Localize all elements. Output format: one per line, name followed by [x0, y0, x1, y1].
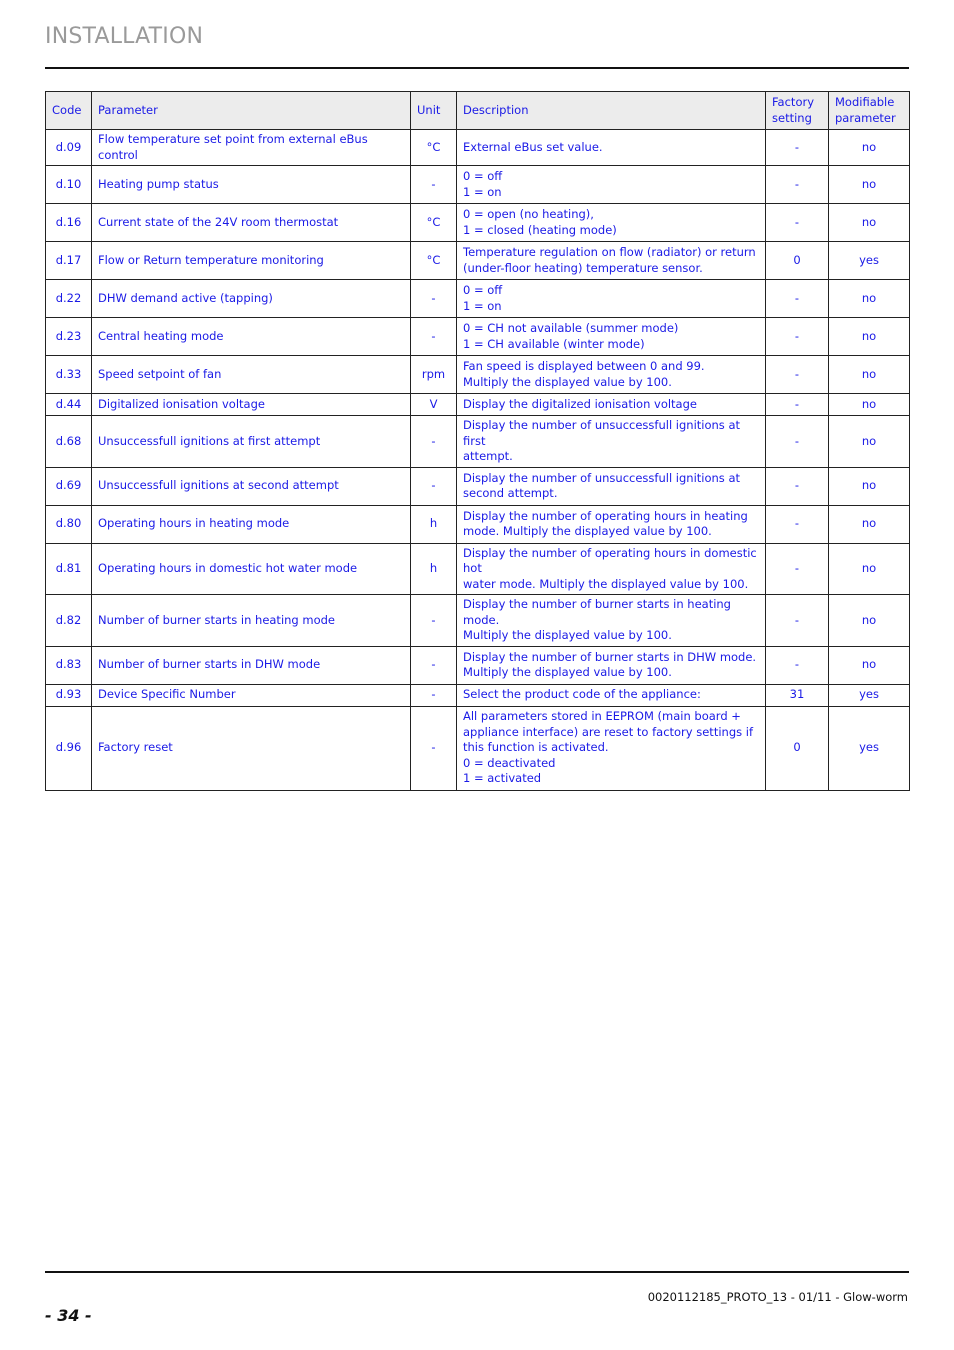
description-line: 0 = off: [463, 169, 503, 183]
cell-unit: -: [411, 646, 457, 684]
table-row: [46, 280, 910, 318]
description-line: Multiply the displayed value by 100.: [463, 665, 672, 679]
cell-parameter: Number of burner starts in DHW mode: [92, 646, 411, 684]
description-line: attempt.: [463, 449, 513, 463]
cell-modifiable: no: [829, 394, 910, 416]
description-line: Multiply the displayed value by 100.: [463, 374, 672, 389]
page-title: INSTALLATION: [45, 24, 204, 49]
cell-unit: -: [411, 318, 457, 356]
page-number: - 34 -: [45, 1306, 92, 1325]
cell-parameter: Flow temperature set point from external eBus control: [92, 130, 411, 166]
cell-factory-setting: -: [766, 394, 829, 416]
description-line: (under-floor heating) temperature sensor.: [463, 260, 703, 275]
description-line: Display the digitalized ionisation voltage: [463, 396, 697, 411]
header-modifiable-line-2: parameter: [835, 110, 896, 125]
description-line: Multiply the displayed value by 100.: [463, 628, 672, 642]
description-line: 1 = on: [463, 184, 502, 199]
cell-factory-setting: -: [766, 416, 829, 468]
cell-code: d.68: [46, 416, 92, 468]
header-parameter: Parameter: [92, 92, 411, 130]
table-row: [46, 684, 910, 706]
cell-factory-setting: -: [766, 318, 829, 356]
cell-code: d.23: [46, 318, 92, 356]
cell-modifiable: no: [829, 646, 910, 684]
cell-description: [457, 394, 766, 416]
description-line: water mode. Multiply the displayed value by 100.: [463, 576, 749, 591]
header-factory-line-1: Factory: [772, 95, 815, 109]
table-row: [46, 646, 910, 684]
cell-unit: h: [411, 505, 457, 543]
cell-factory-setting: 31: [766, 684, 829, 706]
cell-modifiable: yes: [829, 242, 910, 280]
description-line: External eBus set value.: [463, 139, 603, 154]
description-line: second attempt.: [463, 486, 558, 500]
cell-parameter: Operating hours in domestic hot water mode: [92, 543, 411, 595]
cell-unit: °C: [411, 242, 457, 280]
description-line: mode. Multiply the displayed value by 100.: [463, 524, 712, 538]
cell-code: d.69: [46, 467, 92, 505]
cell-unit: -: [411, 467, 457, 505]
cell-modifiable: no: [829, 204, 910, 242]
description-line: this function is activated.: [463, 740, 609, 755]
cell-unit: V: [411, 394, 457, 416]
description-line: Display the number of unsuccessfull ignitions at first: [463, 418, 741, 448]
header-code: Code: [46, 92, 92, 130]
cell-description: [457, 280, 766, 318]
cell-parameter: Current state of the 24V room thermostat: [92, 204, 411, 242]
footer-divider: [45, 1271, 909, 1273]
cell-code: d.81: [46, 543, 92, 595]
cell-unit: rpm: [411, 356, 457, 394]
cell-parameter: Central heating mode: [92, 318, 411, 356]
description-line: Display the number of operating hours in heating: [463, 508, 748, 523]
cell-factory-setting: -: [766, 543, 829, 595]
cell-modifiable: no: [829, 416, 910, 468]
cell-parameter: Number of burner starts in heating mode: [92, 595, 411, 647]
cell-modifiable: no: [829, 505, 910, 543]
cell-code: d.22: [46, 280, 92, 318]
table-row: [46, 416, 910, 468]
description-line: 1 = on: [463, 298, 502, 313]
cell-unit: -: [411, 416, 457, 468]
cell-parameter: DHW demand active (tapping): [92, 280, 411, 318]
table-header-row: [46, 92, 910, 130]
cell-modifiable: no: [829, 166, 910, 204]
cell-code: d.96: [46, 706, 92, 790]
cell-description: [457, 706, 766, 790]
table-row: [46, 706, 910, 790]
cell-parameter: Unsuccessfull ignitions at second attempt: [92, 467, 411, 505]
description-line: Fan speed is displayed between 0 and 99.: [463, 359, 705, 373]
cell-factory-setting: -: [766, 166, 829, 204]
description-line: 1 = closed (heating mode): [463, 222, 617, 237]
cell-factory-setting: -: [766, 130, 829, 166]
cell-modifiable: no: [829, 543, 910, 595]
cell-modifiable: no: [829, 595, 910, 647]
cell-factory-setting: -: [766, 356, 829, 394]
cell-description: [457, 505, 766, 543]
cell-unit: °C: [411, 130, 457, 166]
cell-description: [457, 356, 766, 394]
cell-factory-setting: -: [766, 204, 829, 242]
cell-parameter: Speed setpoint of fan: [92, 356, 411, 394]
cell-parameter: Digitalized ionisation voltage: [92, 394, 411, 416]
table-row: [46, 394, 910, 416]
cell-unit: -: [411, 684, 457, 706]
header-factory-setting: [766, 92, 829, 130]
table-body: [46, 130, 910, 791]
cell-code: d.33: [46, 356, 92, 394]
table-row: [46, 505, 910, 543]
cell-factory-setting: -: [766, 505, 829, 543]
cell-factory-setting: 0: [766, 706, 829, 790]
cell-modifiable: no: [829, 130, 910, 166]
table-row: [46, 318, 910, 356]
description-line: 0 = open (no heating),: [463, 207, 594, 221]
table-row: [46, 130, 910, 166]
cell-factory-setting: -: [766, 280, 829, 318]
cell-modifiable: yes: [829, 706, 910, 790]
description-line: 0 = CH not available (summer mode): [463, 321, 679, 335]
table-row: [46, 467, 910, 505]
cell-unit: -: [411, 166, 457, 204]
cell-parameter: Flow or Return temperature monitoring: [92, 242, 411, 280]
description-line: 0 = deactivated: [463, 755, 556, 770]
cell-unit: -: [411, 595, 457, 647]
cell-unit: -: [411, 706, 457, 790]
cell-description: [457, 318, 766, 356]
cell-description: [457, 416, 766, 468]
header-description: Description: [457, 92, 766, 130]
cell-factory-setting: -: [766, 595, 829, 647]
cell-description: [457, 595, 766, 647]
table-row: [46, 242, 910, 280]
cell-factory-setting: -: [766, 646, 829, 684]
header-modifiable-line-1: Modifiable: [835, 95, 895, 109]
description-line: appliance interface) are reset to factory settings if: [463, 724, 754, 739]
cell-factory-setting: 0: [766, 242, 829, 280]
cell-code: d.80: [46, 505, 92, 543]
cell-code: d.10: [46, 166, 92, 204]
cell-description: [457, 166, 766, 204]
cell-description: [457, 684, 766, 706]
cell-description: [457, 130, 766, 166]
parameters-table: [45, 91, 910, 791]
description-line: Display the number of unsuccessfull ignitions at: [463, 470, 741, 485]
cell-unit: h: [411, 543, 457, 595]
cell-description: [457, 242, 766, 280]
cell-parameter: Heating pump status: [92, 166, 411, 204]
cell-factory-setting: -: [766, 467, 829, 505]
description-line: All parameters stored in EEPROM (main board +: [463, 709, 741, 724]
cell-code: d.17: [46, 242, 92, 280]
cell-code: d.09: [46, 130, 92, 166]
description-line: 1 = CH available (winter mode): [463, 336, 645, 351]
table-row: [46, 543, 910, 595]
table-row: [46, 595, 910, 647]
header-divider: [45, 67, 909, 69]
description-line: Display the number of burner starts in DHW mode.: [463, 649, 757, 664]
cell-unit: °C: [411, 204, 457, 242]
table-row: [46, 356, 910, 394]
cell-modifiable: no: [829, 356, 910, 394]
cell-code: d.16: [46, 204, 92, 242]
cell-modifiable: yes: [829, 684, 910, 706]
cell-description: [457, 204, 766, 242]
description-line: Display the number of burner starts in heating mode.: [463, 597, 731, 627]
cell-code: d.83: [46, 646, 92, 684]
cell-modifiable: no: [829, 318, 910, 356]
cell-code: d.93: [46, 684, 92, 706]
header-factory-line-2: setting: [772, 110, 812, 125]
cell-code: d.44: [46, 394, 92, 416]
cell-unit: -: [411, 280, 457, 318]
description-line: Display the number of operating hours in domestic hot: [463, 545, 757, 575]
cell-description: [457, 646, 766, 684]
cell-code: d.82: [46, 595, 92, 647]
description-line: 1 = activated: [463, 771, 542, 786]
cell-parameter: Operating hours in heating mode: [92, 505, 411, 543]
cell-modifiable: no: [829, 467, 910, 505]
header-modifiable-parameter: [829, 92, 910, 130]
header-unit: Unit: [411, 92, 457, 130]
cell-description: [457, 467, 766, 505]
cell-parameter: Factory reset: [92, 706, 411, 790]
document-reference: 0020112185_PROTO_13 - 01/11 - Glow-worm: [647, 1290, 908, 1304]
cell-description: [457, 543, 766, 595]
description-line: 0 = off: [463, 283, 503, 297]
table-row: [46, 166, 910, 204]
cell-parameter: Device Specific Number: [92, 684, 411, 706]
cell-parameter: Unsuccessfull ignitions at first attempt: [92, 416, 411, 468]
description-line: Select the product code of the appliance:: [463, 687, 701, 702]
description-line: Temperature regulation on flow (radiator) or return: [463, 245, 756, 259]
cell-modifiable: no: [829, 280, 910, 318]
table-row: [46, 204, 910, 242]
